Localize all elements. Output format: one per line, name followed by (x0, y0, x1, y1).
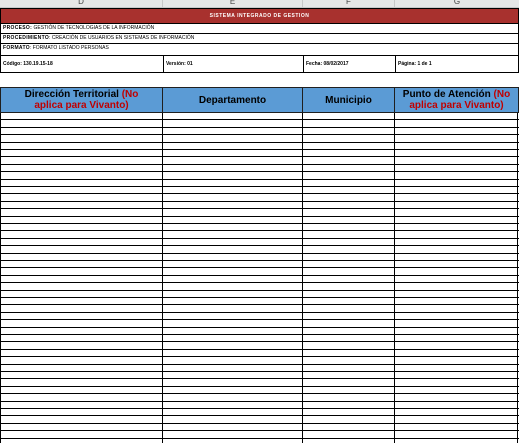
table-row[interactable] (0, 128, 519, 135)
grid-line (302, 113, 303, 443)
table-row[interactable] (0, 424, 519, 431)
table-row[interactable] (0, 409, 519, 416)
table-row[interactable] (0, 276, 519, 283)
form-title: SISTEMA INTEGRADO DE GESTION (1, 9, 518, 23)
header-direccion-territorial[interactable] (0, 87, 163, 113)
table-row[interactable] (0, 143, 519, 150)
table-row[interactable] (0, 172, 519, 179)
table-row[interactable] (0, 246, 519, 253)
header-direccion-territorial-note-2: aplica para Vivanto) (34, 100, 129, 111)
table-row[interactable] (0, 231, 519, 238)
pagina-cell[interactable]: Página: 1 de 1 (398, 61, 432, 67)
table-row[interactable] (0, 268, 519, 275)
table-row[interactable] (0, 283, 519, 290)
header-punto-de-atencion[interactable] (394, 87, 519, 113)
table-row[interactable] (0, 135, 519, 142)
table-row[interactable] (0, 328, 519, 335)
procedimiento-value: : CREACIÓN DE USUARIOS EN SISTEMAS DE INFORMACIÓN (49, 35, 195, 41)
table-row[interactable] (0, 202, 519, 209)
table-row[interactable] (0, 291, 519, 298)
procedimiento-label: PROCEDIMIENTO (3, 35, 50, 41)
table-row[interactable] (0, 394, 519, 401)
table-row[interactable] (0, 305, 519, 312)
table-row[interactable] (0, 379, 519, 386)
table-row[interactable] (0, 150, 519, 157)
table-row[interactable] (0, 350, 519, 357)
proceso-label: PROCESO: (3, 25, 33, 31)
column-header-e[interactable]: E (229, 0, 236, 6)
formato-line[interactable] (1, 43, 518, 55)
grid-line (517, 113, 518, 443)
header-municipio-label: Municipio (325, 94, 372, 106)
proceso-value: GESTIÓN DE TECNOLOGIAS DE LA INFORMACIÓN (33, 25, 155, 31)
codigo-cell[interactable]: Código: 130.19.15-18 (3, 61, 53, 67)
formato-value: : FORMATO LISTADO PERSONAS (29, 45, 109, 51)
grid-line (162, 113, 163, 443)
formato-label: FORMATO (3, 45, 30, 51)
header-departamento-label: Departamento (198, 94, 267, 106)
table-row[interactable] (0, 387, 519, 394)
table-row[interactable] (0, 402, 519, 409)
table-row[interactable] (0, 180, 519, 187)
procedimiento-line[interactable] (1, 33, 518, 42)
column-header-f[interactable]: F (346, 0, 351, 6)
header-departamento[interactable] (162, 87, 303, 113)
table-row[interactable] (0, 431, 519, 438)
table-row[interactable] (0, 313, 519, 320)
version-cell[interactable]: Versión: 01 (166, 61, 193, 67)
table-row[interactable] (0, 187, 519, 194)
header-punto-de-atencion-label: Punto de Atención (402, 89, 494, 100)
grid-line (394, 113, 395, 443)
table-row[interactable] (0, 365, 519, 372)
table-row[interactable] (0, 254, 519, 261)
table-row[interactable] (0, 113, 519, 120)
table-row[interactable] (0, 320, 519, 327)
table-row[interactable] (0, 217, 519, 224)
table-row[interactable] (0, 239, 519, 246)
header-municipio[interactable] (302, 87, 395, 113)
header-punto-de-atencion-note-2: aplica para Vivanto) (409, 100, 504, 111)
table-row[interactable] (0, 372, 519, 379)
table-row[interactable] (0, 194, 519, 201)
table-row[interactable] (0, 342, 519, 349)
proceso-line[interactable] (1, 23, 518, 32)
table-row[interactable] (0, 157, 519, 164)
header-direccion-territorial-note: (No (121, 89, 139, 100)
table-row[interactable] (0, 165, 519, 172)
header-direccion-territorial-label: Dirección Territorial (24, 89, 122, 100)
grid-line (0, 113, 1, 443)
table-row[interactable] (0, 357, 519, 364)
form-header (0, 8, 519, 73)
table-row[interactable] (0, 335, 519, 342)
table-row[interactable] (0, 298, 519, 305)
header-punto-de-atencion-note: (No (493, 89, 511, 100)
fecha-cell[interactable]: Fecha: 08/02/2017 (306, 61, 349, 67)
table-row[interactable] (0, 416, 519, 423)
table-row[interactable] (0, 209, 519, 216)
form-meta-row (1, 55, 518, 73)
column-header-d[interactable]: D (78, 0, 84, 6)
column-header-g[interactable]: G (453, 0, 461, 6)
table-row[interactable] (0, 224, 519, 231)
table-row[interactable] (0, 261, 519, 268)
table-row[interactable] (0, 120, 519, 127)
persons-table (0, 87, 519, 443)
spreadsheet-column-header-row (0, 0, 519, 8)
